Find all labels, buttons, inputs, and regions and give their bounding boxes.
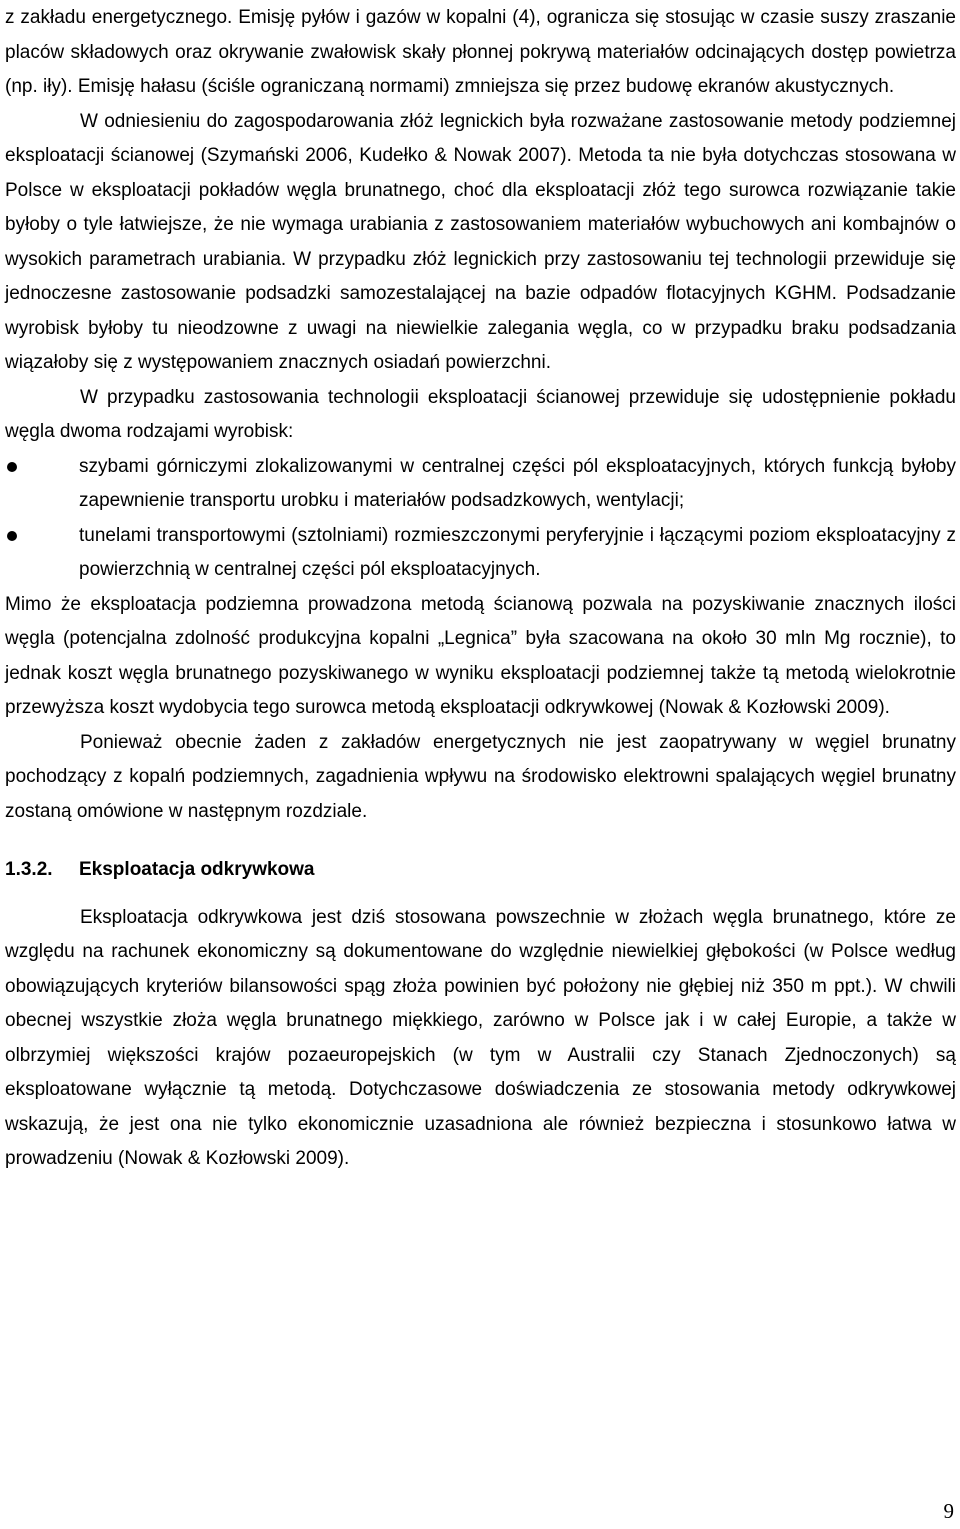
paragraph-3: W przypadku zastosowania technologii eksploatacji ścianowej przewiduje się udostępnienie pokładu węgla dwoma rodzajami wyrobisk: [5,386,956,442]
paragraph-6: Eksploatacja odkrywkowa jest dziś stosowana powszechnie w złożach węgla brunatnego, które ze względu na rachunek ekonomiczny są dokumentowane do względnie niewielkiej głębokości (w Polsce według obowiązujących kryteriów bilansowości spąg złoża powinien być położony nie głębiej niż 350 m ppt.). W chwili obecnej wszystkie złoża węgla brunatnego miękkiego, zarówno w Polsce jak i w całej Europie, a także w olbrzymiej większości krajów pozaeuropejskich (w tym w Australii czy Stanach Zjednoczonych) są eksploatowane wyłącznie tą metodą. Dotychczasowe doświadczenia ze stosowania metody odkrywkowej wskazują, że jest ona nie tylko ekonomicznie uzasadniona ale również bezpieczna i stosunkowo łatwa w prowadzeniu (Nowak & Kozłowski 2009). [5,906,956,1169]
bullet-text: tunelami transportowymi (sztolniami) rozmieszczonymi peryferyjnie i łączącymi poziom eksploatacyjny z powierzchnią w centralnej części pól eksploatacyjnych. [79,524,956,580]
paragraph-4: Mimo że eksploatacja podziemna prowadzona metodą ścianową pozwala na pozyskiwanie znacznych ilości węgla (potencjalna zdolność produkcyjna kopalni „Legnica” była szacowana na około 30 mln Mg rocznie), to jednak koszt węgla brunatnego pozyskiwanego w wyniku eksploatacji podziemnej także tą metodą wielokrotnie przewyższa koszt wydobycia tego surowca metodą eksploatacji odkrywkowej (Nowak & Kozłowski 2009). [5,593,956,718]
section-heading [5,853,956,888]
bullet-text: szybami górniczymi zlokalizowanymi w centralnej części pól eksploatacyjnych, których funkcją byłoby zapewnienie transportu urobku i materiałów podsadzkowych, wentylacji; [79,455,956,511]
paragraph-5: Ponieważ obecnie żaden z zakładów energetycznych nie jest zaopatrywany w węgiel brunatny pochodzący z kopalń podziemnych, zagadnienia wpływu na środowisko elektrowni spalających węgiel brunatny zostaną omówione w następnym rozdziale. [5,731,956,822]
bullet-icon [7,462,17,472]
paragraph-1: z zakładu energetycznego. Emisję pyłów i gazów w kopalni (4), ogranicza się stosując w czasie suszy zraszanie placów składowych oraz okrywanie zwałowisk skały płonnej pokrywą materiałów odcinających dostęp powietrza (np. iły). Emisję hałasu (ściśle ograniczaną normami) zmniejsza się przez budowę ekranów akustycznych. [5,7,956,97]
document-body [5,1,956,1177]
list-item [5,450,956,519]
section-title: Eksploatacja odkrywkowa [79,859,315,880]
section-number: 1.3.2. [5,859,53,880]
bullet-icon [7,531,17,541]
page-number: 9 [943,1499,954,1523]
bullet-list [5,450,956,588]
paragraph-2: W odniesieniu do zagospodarowania złóż legnickich była rozważane zastosowanie metody podziemnej eksploatacji ścianowej (Szymański 2006, Kudełko & Nowak 2007). Metoda ta nie była dotychczas stosowana w Polsce w eksploatacji pokładów węgla brunatnego, choć dla eksploatacji złóż tego surowca rozwiązanie takie byłoby o tyle łatwiejsze, że nie wymaga urabiania z zastosowaniem materiałów wybuchowych ani kombajnów o wysokich parametrach urabiania. W przypadku złóż legnickich przy zastosowaniu tej technologii przewiduje się jednoczesne zastosowanie podsadzki samozestalającej na bazie odpadów flotacyjnych KGHM. Podsadzanie wyrobisk byłoby tu nieodzowne z uwagi na niewielkie zalegania węgla, co w przypadku braku podsadzania wiązałoby się z występowaniem znacznych osiadań powierzchni. [5,110,956,373]
list-item [5,519,956,588]
